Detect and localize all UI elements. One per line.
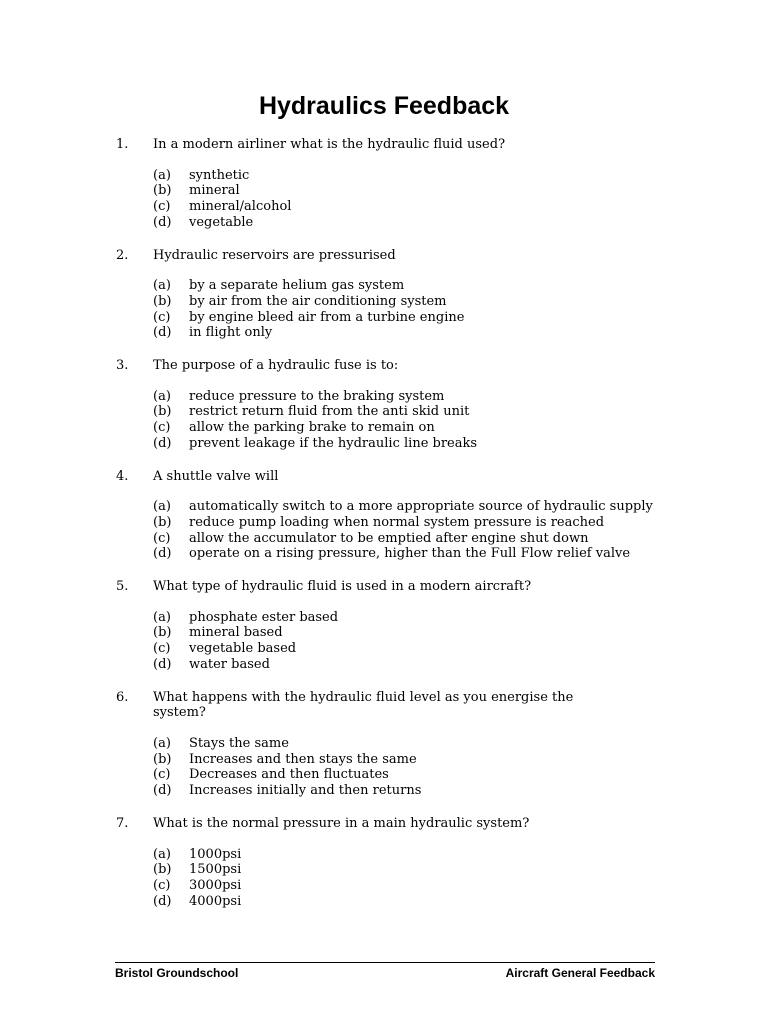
question-text: The purpose of a hydraulic fuse is to: xyxy=(153,358,399,374)
question-text: Hydraulic reservoirs are pressurised xyxy=(153,247,396,263)
answer-option xyxy=(0,625,768,641)
option-text: mineral/alcohol xyxy=(189,199,292,215)
page-title: Hydraulics Feedback xyxy=(258,92,510,120)
answer-option xyxy=(0,515,768,531)
option-text: Increases initially and then returns xyxy=(189,783,422,799)
answer-option xyxy=(0,767,768,783)
answer-options xyxy=(0,736,768,799)
option-text: synthetic xyxy=(189,167,250,183)
answer-option xyxy=(0,657,768,673)
footer-left: Bristol Groundschool xyxy=(115,966,239,980)
question-text: In a modern airliner what is the hydraulic fluid used? xyxy=(153,137,506,152)
option-label: (c) xyxy=(153,420,171,436)
option-text: Decreases and then fluctuates xyxy=(189,767,389,783)
question-text: What is the normal pressure in a main hydraulic system? xyxy=(153,815,530,831)
option-text: reduce pump loading when normal system pressure is reached xyxy=(189,514,605,530)
answer-options xyxy=(0,847,768,910)
option-label: (b) xyxy=(153,514,172,530)
question-number: 7. xyxy=(116,815,129,831)
option-label: (d) xyxy=(153,214,172,230)
option-text: operate on a rising pressure, higher than the Full Flow relief valve xyxy=(189,546,631,562)
option-text: 1000psi xyxy=(189,846,242,862)
option-label: (a) xyxy=(153,735,171,751)
answer-option xyxy=(0,610,768,626)
option-label: (a) xyxy=(153,499,171,515)
answer-options xyxy=(0,168,768,231)
question-number: 4. xyxy=(116,468,129,484)
question-item xyxy=(0,577,768,673)
question-text: What type of hydraulic fluid is used in a modern aircraft? xyxy=(153,579,532,595)
question-number: 2. xyxy=(116,247,129,263)
option-label: (a) xyxy=(153,388,171,404)
question-text: A shuttle valve will xyxy=(153,468,279,484)
answer-option xyxy=(0,847,768,863)
option-label: (a) xyxy=(153,846,171,862)
question-item xyxy=(0,135,768,231)
question-list xyxy=(0,135,768,924)
option-label: (a) xyxy=(153,167,171,183)
option-text: allow the accumulator to be emptied after engine shut down xyxy=(189,530,589,546)
answer-option xyxy=(0,436,768,452)
answer-option xyxy=(0,752,768,768)
option-text: automatically switch to a more appropriate source of hydraulic supply xyxy=(189,499,653,515)
option-text: vegetable xyxy=(189,214,254,230)
option-text: 1500psi xyxy=(189,862,242,878)
answer-option xyxy=(0,783,768,799)
option-label: (c) xyxy=(153,877,171,893)
option-label: (b) xyxy=(153,751,172,767)
answer-option xyxy=(0,278,768,294)
option-label: (b) xyxy=(153,625,172,641)
answer-option xyxy=(0,294,768,310)
option-text: restrict return fluid from the anti skid unit xyxy=(189,404,470,420)
answer-option xyxy=(0,199,768,215)
answer-option xyxy=(0,389,768,405)
answer-option xyxy=(0,499,768,515)
option-text: mineral xyxy=(189,183,240,199)
option-label: (c) xyxy=(153,199,171,215)
option-text: prevent leakage if the hydraulic line breaks xyxy=(189,435,478,451)
answer-option xyxy=(0,736,768,752)
answer-option xyxy=(0,310,768,326)
answer-option xyxy=(0,878,768,894)
answer-options xyxy=(0,499,768,562)
option-text: Increases and then stays the same xyxy=(189,751,417,767)
answer-options xyxy=(0,389,768,452)
option-text: by air from the air conditioning system xyxy=(189,293,447,309)
question-item xyxy=(0,467,768,563)
footer-right: Aircraft General Feedback xyxy=(505,966,655,980)
option-label: (d) xyxy=(153,893,172,909)
question-text: What happens with the hydraulic fluid level as you energise the system? xyxy=(153,689,574,721)
option-label: (b) xyxy=(153,293,172,309)
option-text: reduce pressure to the braking system xyxy=(189,388,445,404)
option-text: vegetable based xyxy=(189,641,297,657)
option-label: (b) xyxy=(153,183,172,199)
question-number: 1. xyxy=(116,137,129,152)
answer-option xyxy=(0,546,768,562)
option-text: by engine bleed air from a turbine engine xyxy=(189,309,465,325)
question-item xyxy=(0,356,768,452)
question-number: 6. xyxy=(116,689,129,705)
option-label: (d) xyxy=(153,546,172,562)
answer-options xyxy=(0,278,768,341)
option-text: mineral based xyxy=(189,625,283,641)
question-item xyxy=(0,246,768,342)
option-label: (d) xyxy=(153,656,172,672)
option-text: phosphate ester based xyxy=(189,609,339,625)
option-label: (c) xyxy=(153,530,171,546)
answer-option xyxy=(0,894,768,910)
option-label: (a) xyxy=(153,278,171,294)
answer-option xyxy=(0,215,768,231)
option-label: (c) xyxy=(153,641,171,657)
option-text: allow the parking brake to remain on xyxy=(189,420,435,436)
answer-option xyxy=(0,168,768,184)
answer-option xyxy=(0,641,768,657)
option-text: 3000psi xyxy=(189,877,242,893)
question-item xyxy=(0,814,768,910)
option-label: (b) xyxy=(153,862,172,878)
question-item xyxy=(0,688,768,799)
answer-option xyxy=(0,862,768,878)
question-number: 3. xyxy=(116,358,129,374)
option-label: (c) xyxy=(153,309,171,325)
answer-option xyxy=(0,531,768,547)
option-text: Stays the same xyxy=(189,735,289,751)
answer-option xyxy=(0,404,768,420)
option-label: (d) xyxy=(153,783,172,799)
answer-option xyxy=(0,325,768,341)
answer-option xyxy=(0,420,768,436)
option-text: by a separate helium gas system xyxy=(189,278,405,294)
answer-option xyxy=(0,183,768,199)
option-text: in flight only xyxy=(189,325,273,341)
option-text: 4000psi xyxy=(189,893,242,909)
question-number: 5. xyxy=(116,579,129,595)
answer-options xyxy=(0,610,768,673)
option-label: (c) xyxy=(153,767,171,783)
option-label: (d) xyxy=(153,325,172,341)
option-label: (b) xyxy=(153,404,172,420)
option-text: water based xyxy=(189,656,270,672)
option-label: (d) xyxy=(153,435,172,451)
option-label: (a) xyxy=(153,609,171,625)
page-footer xyxy=(115,962,655,981)
